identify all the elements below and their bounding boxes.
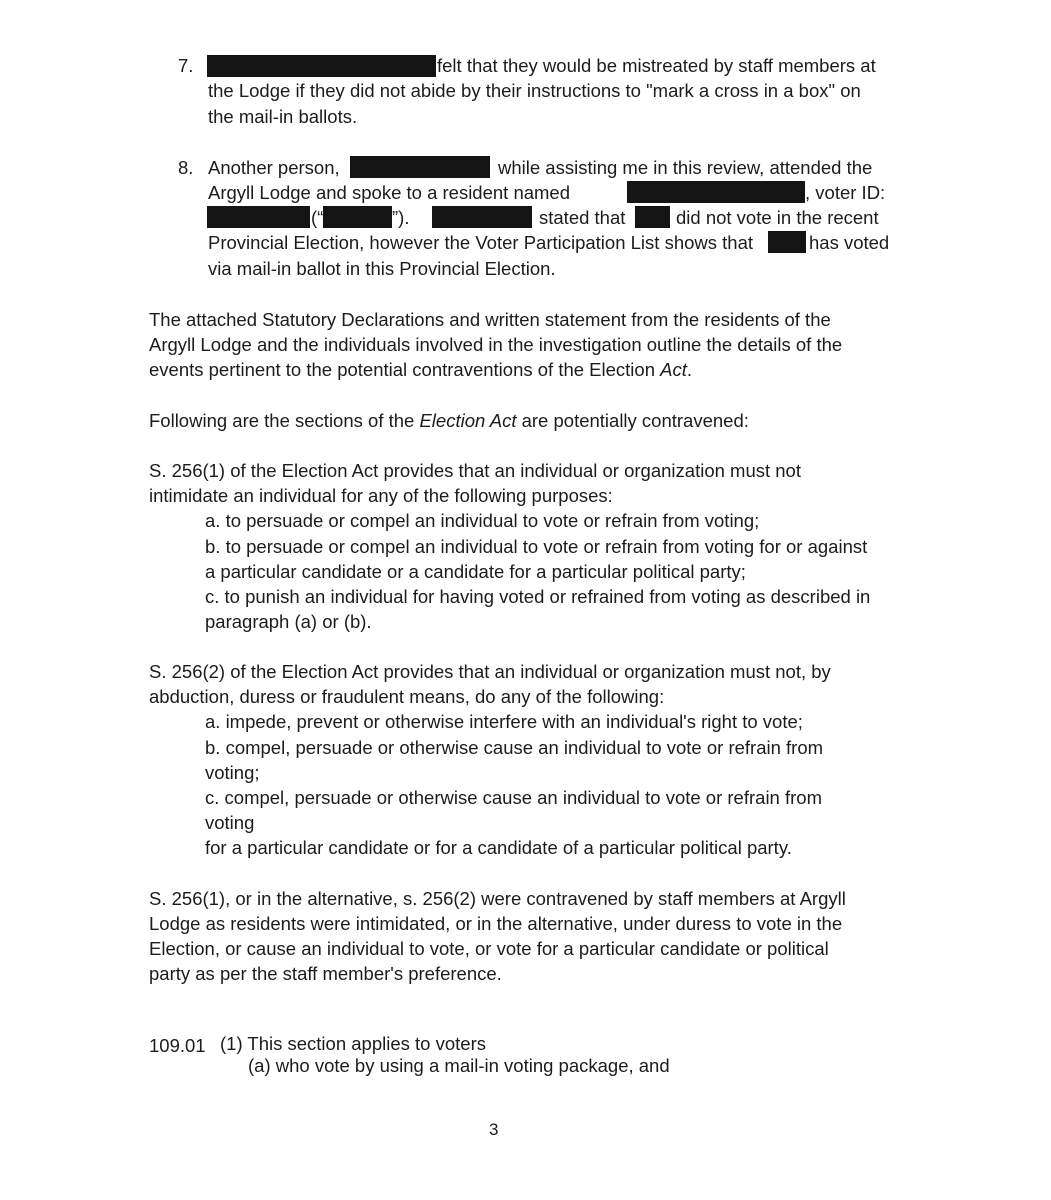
s256-2-item-c3: for a particular candidate or for a candidate of a particular political party. — [205, 837, 792, 858]
s256-2-item-c1: c. compel, persuade or otherwise cause an individual to vote or refrain from — [205, 787, 822, 808]
s256-2-item-b2: voting; — [205, 762, 260, 783]
item-7-number: 7. — [178, 55, 194, 76]
s256-1-line-1: S. 256(1) of the Election Act provides that an individual or organization must not — [149, 460, 801, 481]
item-8-line-2b: , voter ID: — [805, 182, 886, 203]
s256-1-item-b2: a particular candidate or a candidate for a particular political party; — [205, 561, 746, 582]
item-8-line-1a: Another person, — [208, 157, 340, 178]
item-7-line-3: the mail-in ballots. — [208, 106, 358, 127]
s109-number: 109.01 — [149, 1035, 206, 1056]
item-8-number: 8. — [178, 157, 194, 178]
item-7-line-2: the Lodge if they did not abide by their instructions to "mark a cross in a box" on — [208, 80, 861, 101]
s256-1-item-a: a. to persuade or compel an individual to vote or refrain from voting; — [205, 510, 760, 531]
redaction-box — [207, 206, 310, 228]
s256-2-item-c2: voting — [205, 812, 255, 833]
item-8-line-3c: stated that — [539, 207, 626, 228]
item-8-line-2a: Argyll Lodge and spoke to a resident named — [208, 182, 571, 203]
item-8-line-3a: (“ — [311, 207, 324, 228]
following-line: Following are the sections of the Election Act are potentially contravened: — [149, 410, 749, 431]
attached-line-3: events pertinent to the potential contraventions of the Election Act. — [149, 359, 693, 380]
redaction-box — [432, 206, 532, 228]
s256-1-item-c2: paragraph (a) or (b). — [205, 611, 372, 632]
s256-1-item-b1: b. to persuade or compel an individual to vote or refrain from voting for or against — [205, 536, 868, 557]
item-8-line-3d: did not vote in the recent — [676, 207, 879, 228]
s256-2-item-b1: b. compel, persuade or otherwise cause an individual to vote or refrain from — [205, 737, 824, 758]
conclusion-line-2: Lodge as residents were intimidated, or in the alternative, under duress to vote in the — [149, 913, 843, 934]
s109-line-2: (a) who vote by using a mail-in voting package, and — [248, 1055, 670, 1076]
item-7-line-1: felt that they would be mistreated by staff members at — [437, 55, 876, 76]
conclusion-line-1: S. 256(1), or in the alternative, s. 256(2) were contravened by staff members at Argyll — [149, 888, 846, 909]
conclusion-line-4: party as per the staff member's preference. — [149, 963, 502, 984]
attached-line-2: Argyll Lodge and the individuals involved in the investigation outline the details of the — [149, 334, 843, 355]
redaction-box — [207, 55, 436, 77]
redaction-box — [768, 231, 806, 253]
item-8-line-4b: has voted — [809, 232, 890, 253]
s256-2-line-2: abduction, duress or fraudulent means, do any of the following: — [149, 686, 665, 707]
redaction-box — [635, 206, 670, 228]
s256-1-line-2: intimidate an individual for any of the following purposes: — [149, 485, 613, 506]
s256-2-item-a: a. impede, prevent or otherwise interfere with an individual's right to vote; — [205, 711, 803, 732]
redaction-box — [350, 156, 490, 178]
item-8-line-4a: Provincial Election, however the Voter Participation List shows that — [208, 232, 754, 253]
item-8-line-5: via mail-in ballot in this Provincial Election. — [208, 258, 556, 279]
redaction-box — [323, 206, 392, 228]
redaction-box — [627, 181, 805, 203]
attached-line-1: The attached Statutory Declarations and written statement from the residents of the — [149, 309, 831, 330]
s256-2-line-1: S. 256(2) of the Election Act provides that an individual or organization must not, by — [149, 661, 831, 682]
s256-1-item-c1: c. to punish an individual for having voted or refrained from voting as described in — [205, 586, 871, 607]
item-8-line-3b: ”). — [392, 207, 410, 228]
page-number: 3 — [489, 1120, 499, 1139]
conclusion-line-3: Election, or cause an individual to vote, or vote for a particular candidate or political — [149, 938, 829, 959]
item-8-line-1b: while assisting me in this review, attended the — [498, 157, 873, 178]
s109-line-1: (1) This section applies to voters — [220, 1033, 486, 1054]
